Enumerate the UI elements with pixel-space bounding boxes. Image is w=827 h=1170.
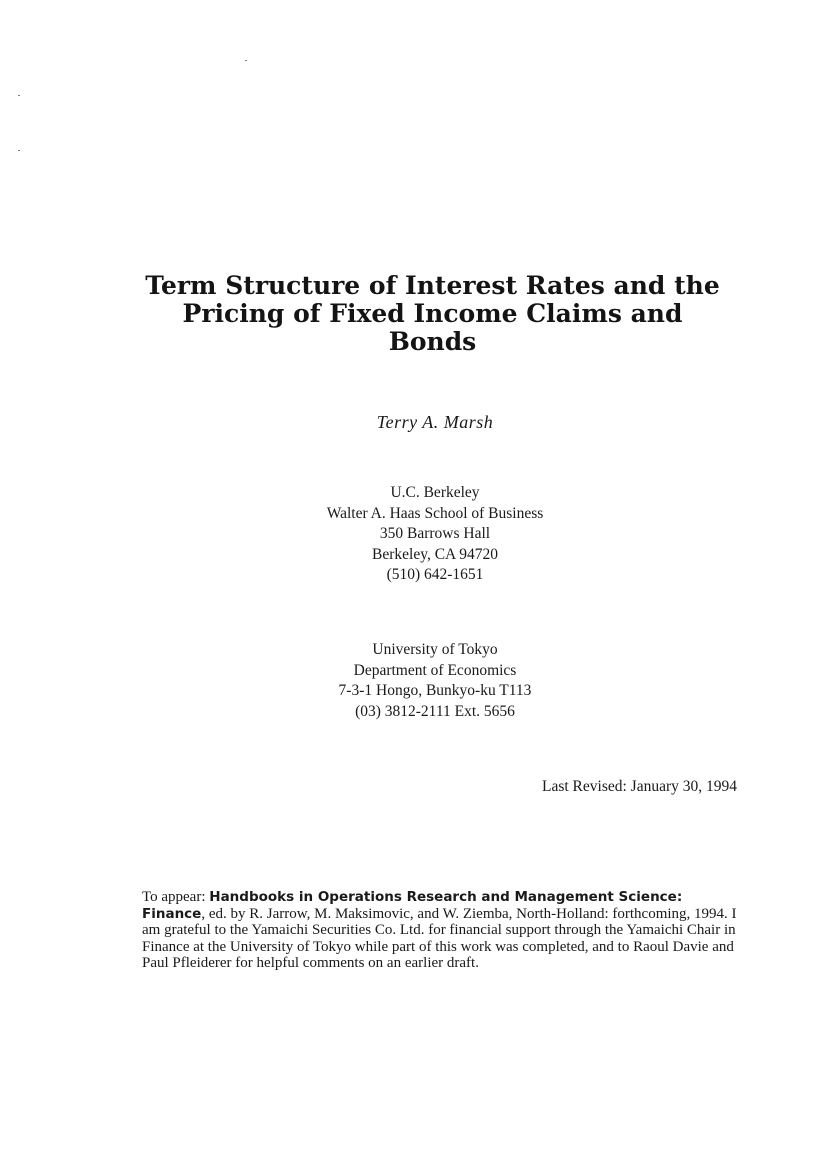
footnote [142,889,744,972]
footnote-body: , ed. by R. Jarrow, M. Maksimovic, and W. Ziemba, North-Holland: forthcoming, 1994. I am grateful to the Yamaichi Securities Co. Ltd. for financial support through the Yamaichi Chair in Finance at the University of Tokyo while part of this work was completed, and to Raoul Davie and Paul Pfleiderer for helpful comments on an earlier draft. [142,905,737,971]
tokyo-line: University of Tokyo [372,641,498,658]
scan-speck [18,95,20,96]
tokyo-line: 7-3-1 Hongo, Bunkyo-ku T113 [338,682,532,699]
title-line-3: Bonds [388,327,477,356]
title-line-2: Pricing of Fixed Income Claims and [182,299,683,328]
berkeley-line: Berkeley, CA 94720 [372,545,498,563]
footnote-prefix: To appear: [142,889,210,905]
berkeley-line: Walter A. Haas School of Business [326,504,544,522]
footnote-book-title-2: Finance [142,905,202,922]
scan-speck [18,150,20,151]
last-revised-date: Last Revised: January 30, 1994 [541,778,737,795]
berkeley-line: (510) 642-1651 [386,566,484,583]
berkeley-line: U.C. Berkeley [390,484,480,501]
tokyo-line: (03) 3812-2111 Ext. 5656 [355,702,515,720]
author-name: Terry A. Marsh [376,412,494,432]
scan-speck [245,60,247,61]
paper-title [100,272,765,356]
affiliation-tokyo [235,640,635,722]
tokyo-line: Department of Economics [353,661,517,679]
affiliation-berkeley [235,483,635,586]
berkeley-line: 350 Barrows Hall [379,525,491,542]
footnote-book-title-1: Handbooks in Operations Research and Management Science: [209,889,683,905]
title-line-1: Term Structure of Interest Rates and the [145,271,720,300]
